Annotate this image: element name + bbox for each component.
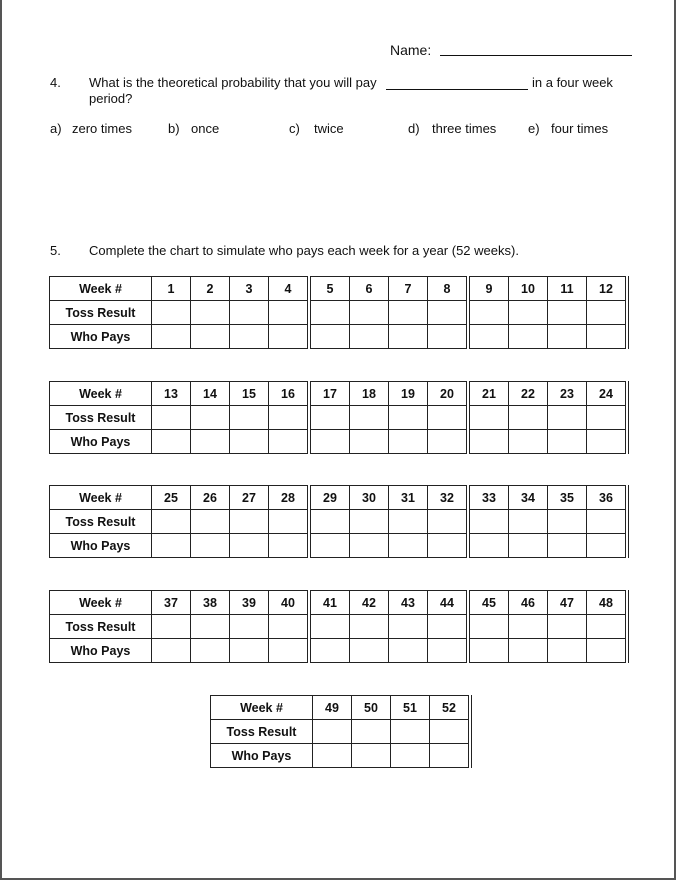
row-label-toss-result: Toss Result <box>50 510 152 534</box>
question-4-text-after: in a four week <box>532 75 613 90</box>
toss-result-cell[interactable] <box>269 406 310 430</box>
week-cell: 12 <box>587 277 628 301</box>
toss-result-cell[interactable] <box>230 406 269 430</box>
week-cell: 13 <box>152 382 191 406</box>
row-label-who-pays: Who Pays <box>50 325 152 349</box>
week-cell: 6 <box>350 277 389 301</box>
who-pays-cell[interactable] <box>509 534 548 558</box>
toss-result-cell[interactable] <box>548 406 587 430</box>
row-label-week: Week # <box>50 382 152 406</box>
option-a-letter: a) <box>50 121 62 136</box>
week-cell: 30 <box>350 486 389 510</box>
week-cell: 21 <box>468 382 509 406</box>
option-e-letter: e) <box>528 121 540 136</box>
who-pays-cell[interactable] <box>309 325 350 349</box>
week-cell: 50 <box>352 696 391 720</box>
who-pays-row <box>211 744 471 768</box>
row-label-week: Week # <box>50 591 152 615</box>
who-pays-cell[interactable] <box>269 325 310 349</box>
week-cell: 15 <box>230 382 269 406</box>
toss-result-row <box>50 615 628 639</box>
row-label-who-pays: Who Pays <box>50 534 152 558</box>
who-pays-cell[interactable] <box>352 744 391 768</box>
who-pays-cell[interactable] <box>548 430 587 454</box>
toss-result-cell[interactable] <box>230 301 269 325</box>
toss-result-cell[interactable] <box>230 510 269 534</box>
who-pays-row <box>50 430 628 454</box>
who-pays-cell[interactable] <box>389 325 428 349</box>
who-pays-cell[interactable] <box>548 639 587 663</box>
who-pays-cell[interactable] <box>428 639 469 663</box>
toss-result-cell[interactable] <box>152 510 191 534</box>
who-pays-cell[interactable] <box>428 534 469 558</box>
who-pays-cell[interactable] <box>191 325 230 349</box>
toss-result-cell[interactable] <box>428 615 469 639</box>
week-cell: 42 <box>350 591 389 615</box>
toss-result-cell[interactable] <box>309 301 350 325</box>
who-pays-cell[interactable] <box>230 325 269 349</box>
row-label-week: Week # <box>211 696 313 720</box>
option-b-text: once <box>191 121 220 136</box>
toss-result-cell[interactable] <box>548 615 587 639</box>
toss-result-row <box>50 406 628 430</box>
who-pays-cell[interactable] <box>350 534 389 558</box>
who-pays-cell[interactable] <box>389 430 428 454</box>
row-label-week: Week # <box>50 486 152 510</box>
who-pays-cell[interactable] <box>468 430 509 454</box>
option-c-letter: c) <box>289 121 300 136</box>
option-e-text: four times <box>551 121 609 136</box>
who-pays-cell[interactable] <box>350 325 389 349</box>
toss-result-cell[interactable] <box>309 615 350 639</box>
toss-result-cell[interactable] <box>389 510 428 534</box>
who-pays-cell[interactable] <box>191 639 230 663</box>
who-pays-cell[interactable] <box>509 430 548 454</box>
week-number-row <box>50 382 628 406</box>
week-cell: 43 <box>389 591 428 615</box>
toss-result-cell[interactable] <box>313 720 352 744</box>
who-pays-cell[interactable] <box>350 639 389 663</box>
week-cell: 7 <box>389 277 428 301</box>
week-cell: 45 <box>468 591 509 615</box>
who-pays-cell[interactable] <box>269 430 310 454</box>
toss-result-cell[interactable] <box>309 406 350 430</box>
toss-result-cell[interactable] <box>468 301 509 325</box>
week-cell: 29 <box>309 486 350 510</box>
toss-result-cell[interactable] <box>509 301 548 325</box>
who-pays-cell[interactable] <box>152 639 191 663</box>
who-pays-cell[interactable] <box>309 534 350 558</box>
toss-result-cell[interactable] <box>350 406 389 430</box>
row-label-toss-result: Toss Result <box>211 720 313 744</box>
who-pays-cell[interactable] <box>152 430 191 454</box>
who-pays-cell[interactable] <box>230 534 269 558</box>
toss-result-cell[interactable] <box>191 615 230 639</box>
week-cell: 19 <box>389 382 428 406</box>
toss-result-cell[interactable] <box>269 615 310 639</box>
toss-result-row <box>50 510 628 534</box>
who-pays-cell[interactable] <box>548 325 587 349</box>
name-field-line[interactable] <box>440 55 632 56</box>
toss-result-cell[interactable] <box>152 406 191 430</box>
week-cell: 26 <box>191 486 230 510</box>
week-cell: 40 <box>269 591 310 615</box>
toss-result-cell[interactable] <box>389 615 428 639</box>
week-cell: 2 <box>191 277 230 301</box>
week-cell: 22 <box>509 382 548 406</box>
week-cell: 41 <box>309 591 350 615</box>
week-chart-3 <box>49 485 629 558</box>
week-cell: 31 <box>389 486 428 510</box>
toss-result-cell[interactable] <box>230 615 269 639</box>
toss-result-cell[interactable] <box>309 510 350 534</box>
toss-result-cell[interactable] <box>152 615 191 639</box>
who-pays-cell[interactable] <box>152 325 191 349</box>
toss-result-cell[interactable] <box>587 301 628 325</box>
toss-result-row <box>211 720 471 744</box>
toss-result-cell[interactable] <box>350 301 389 325</box>
question-5-text: Complete the chart to simulate who pays each week for a year (52 weeks). <box>89 243 519 258</box>
week-cell: 35 <box>548 486 587 510</box>
week-chart-2 <box>49 381 629 454</box>
who-pays-cell[interactable] <box>191 534 230 558</box>
row-label-toss-result: Toss Result <box>50 406 152 430</box>
week-number-row <box>50 591 628 615</box>
toss-result-cell[interactable] <box>389 406 428 430</box>
toss-result-cell[interactable] <box>350 615 389 639</box>
who-pays-cell[interactable] <box>230 639 269 663</box>
toss-result-cell[interactable] <box>587 406 628 430</box>
row-label-week: Week # <box>50 277 152 301</box>
week-cell: 25 <box>152 486 191 510</box>
week-cell: 10 <box>509 277 548 301</box>
question-4-text-line2: period? <box>89 91 133 106</box>
week-cell: 52 <box>430 696 471 720</box>
who-pays-cell[interactable] <box>509 325 548 349</box>
who-pays-row <box>50 534 628 558</box>
row-label-who-pays: Who Pays <box>211 744 313 768</box>
question-4-blank[interactable] <box>386 89 528 90</box>
option-c-text: twice <box>314 121 344 136</box>
toss-result-cell[interactable] <box>468 406 509 430</box>
toss-result-cell[interactable] <box>389 301 428 325</box>
who-pays-cell[interactable] <box>350 430 389 454</box>
who-pays-row <box>50 325 628 349</box>
week-cell: 46 <box>509 591 548 615</box>
toss-result-cell[interactable] <box>428 301 469 325</box>
who-pays-cell[interactable] <box>309 430 350 454</box>
who-pays-cell[interactable] <box>391 744 430 768</box>
who-pays-cell[interactable] <box>313 744 352 768</box>
toss-result-cell[interactable] <box>428 510 469 534</box>
who-pays-cell[interactable] <box>428 325 469 349</box>
toss-result-cell[interactable] <box>191 406 230 430</box>
week-cell: 27 <box>230 486 269 510</box>
week-cell: 18 <box>350 382 389 406</box>
week-cell: 4 <box>269 277 310 301</box>
toss-result-cell[interactable] <box>269 301 310 325</box>
week-cell: 33 <box>468 486 509 510</box>
toss-result-cell[interactable] <box>587 510 628 534</box>
toss-result-cell[interactable] <box>468 510 509 534</box>
week-cell: 14 <box>191 382 230 406</box>
week-cell: 1 <box>152 277 191 301</box>
who-pays-cell[interactable] <box>269 639 310 663</box>
who-pays-cell[interactable] <box>468 325 509 349</box>
toss-result-row <box>50 301 628 325</box>
who-pays-cell[interactable] <box>548 534 587 558</box>
who-pays-cell[interactable] <box>389 639 428 663</box>
toss-result-cell[interactable] <box>191 510 230 534</box>
week-cell: 23 <box>548 382 587 406</box>
week-cell: 34 <box>509 486 548 510</box>
week-cell: 49 <box>313 696 352 720</box>
who-pays-cell[interactable] <box>152 534 191 558</box>
toss-result-cell[interactable] <box>269 510 310 534</box>
week-cell: 39 <box>230 591 269 615</box>
toss-result-cell[interactable] <box>509 615 548 639</box>
who-pays-cell[interactable] <box>389 534 428 558</box>
toss-result-cell[interactable] <box>548 301 587 325</box>
week-number-row <box>211 696 471 720</box>
week-number-row <box>50 486 628 510</box>
toss-result-cell[interactable] <box>428 406 469 430</box>
toss-result-cell[interactable] <box>352 720 391 744</box>
week-cell: 3 <box>230 277 269 301</box>
who-pays-row <box>50 639 628 663</box>
week-cell: 8 <box>428 277 469 301</box>
who-pays-cell[interactable] <box>587 639 628 663</box>
row-label-toss-result: Toss Result <box>50 301 152 325</box>
toss-result-cell[interactable] <box>509 406 548 430</box>
week-cell: 9 <box>468 277 509 301</box>
week-cell: 24 <box>587 382 628 406</box>
toss-result-cell[interactable] <box>191 301 230 325</box>
row-label-toss-result: Toss Result <box>50 615 152 639</box>
week-cell: 20 <box>428 382 469 406</box>
question-4-text: What is the theoretical probability that you will pay <box>89 75 377 90</box>
week-cell: 38 <box>191 591 230 615</box>
week-cell: 28 <box>269 486 310 510</box>
week-cell: 47 <box>548 591 587 615</box>
option-d-text: three times <box>432 121 497 136</box>
who-pays-cell[interactable] <box>230 430 269 454</box>
toss-result-cell[interactable] <box>509 510 548 534</box>
week-chart-1 <box>49 276 629 349</box>
week-cell: 5 <box>309 277 350 301</box>
who-pays-cell[interactable] <box>430 744 471 768</box>
who-pays-cell[interactable] <box>587 430 628 454</box>
question-4-number: 4. <box>50 75 61 90</box>
row-label-who-pays: Who Pays <box>50 639 152 663</box>
who-pays-cell[interactable] <box>587 325 628 349</box>
option-a-text: zero times <box>72 121 132 136</box>
who-pays-cell[interactable] <box>468 639 509 663</box>
who-pays-cell[interactable] <box>587 534 628 558</box>
who-pays-cell[interactable] <box>269 534 310 558</box>
toss-result-cell[interactable] <box>350 510 389 534</box>
week-chart-4 <box>49 590 629 663</box>
week-cell: 48 <box>587 591 628 615</box>
week-cell: 51 <box>391 696 430 720</box>
toss-result-cell[interactable] <box>152 301 191 325</box>
who-pays-cell[interactable] <box>428 430 469 454</box>
toss-result-cell[interactable] <box>548 510 587 534</box>
toss-result-cell[interactable] <box>468 615 509 639</box>
week-cell: 37 <box>152 591 191 615</box>
who-pays-cell[interactable] <box>468 534 509 558</box>
toss-result-cell[interactable] <box>391 720 430 744</box>
row-label-who-pays: Who Pays <box>50 430 152 454</box>
who-pays-cell[interactable] <box>191 430 230 454</box>
week-cell: 11 <box>548 277 587 301</box>
who-pays-cell[interactable] <box>309 639 350 663</box>
week-number-row <box>50 277 628 301</box>
toss-result-cell[interactable] <box>430 720 471 744</box>
who-pays-cell[interactable] <box>509 639 548 663</box>
toss-result-cell[interactable] <box>587 615 628 639</box>
week-cell: 36 <box>587 486 628 510</box>
option-b-letter: b) <box>168 121 180 136</box>
week-cell: 44 <box>428 591 469 615</box>
week-cell: 17 <box>309 382 350 406</box>
question-5-number: 5. <box>50 243 61 258</box>
week-chart-5 <box>210 695 472 768</box>
name-label: Name: <box>390 42 432 58</box>
week-cell: 16 <box>269 382 310 406</box>
option-d-letter: d) <box>408 121 420 136</box>
week-cell: 32 <box>428 486 469 510</box>
